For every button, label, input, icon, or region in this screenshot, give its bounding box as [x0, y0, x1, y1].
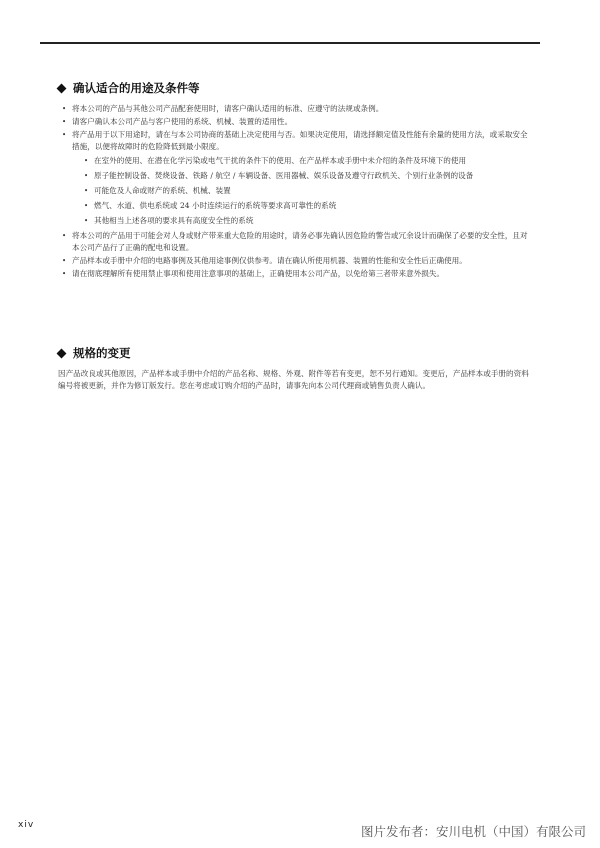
list-item: • 将本公司的产品用于可能会对人身或财产带来重大危险的用途时，请务必事先确认因危险的警告或冗余设计而确保了必要的安全性，且对本公司产品行了正确的配电和设置。 [62, 230, 532, 254]
section-suitability [62, 80, 532, 281]
list-item: • 请在彻底理解所有使用禁止事项和使用注意事项的基础上，正确使用本公司产品，以免给第三者带来意外损失。 [62, 268, 532, 280]
section-heading [58, 345, 532, 361]
list-item: • 产品样本或手册中介绍的电路事例及其他用途事例仅供参考。请在确认所使用机器、装置的性能和安全性后正确使用。 [62, 255, 532, 267]
section-heading-text: 规格的变更 [73, 346, 131, 360]
header-rule [40, 42, 540, 44]
sub-list-item: • 燃气、水道、供电系统或 24 小时连续运行的系统等要求高可靠性的系统 [84, 200, 532, 212]
list-item: • 请客户确认本公司产品与客户使用的系统、机械、装置的适用性。 [62, 116, 532, 128]
section-heading-text: 确认适合的用途及条件等 [73, 81, 200, 95]
section-spec-change [58, 345, 532, 392]
list-item [62, 129, 532, 227]
section-heading [58, 80, 532, 96]
diamond-bullet-icon [57, 83, 67, 93]
list-item-text: 将产品用于以下用途时，请在与本公司协商的基础上决定使用与否。如果决定使用，请选择额定值及性能有余量的使用方法，或采取安全措施，以便将故障时的危险降低到最小限度。 [72, 130, 528, 151]
sub-list-item: • 可能危及人命或财产的系统、机械、装置 [84, 185, 532, 197]
sub-list [72, 155, 532, 227]
bullet-list [62, 103, 532, 280]
sub-list-item: • 其他相当上述各项的要求具有高度安全性的系统 [84, 215, 532, 227]
sub-list-item: • 原子能控制设备、焚烧设备、铁路 / 航空 / 车辆设备、医用器械、娱乐设备及遵守行政机关、个别行业条例的设备 [84, 170, 532, 182]
page-number: xiv [18, 820, 35, 830]
list-item: • 将本公司的产品与其他公司产品配套使用时，请客户确认适用的标准、应遵守的法规或条例。 [62, 103, 532, 115]
sub-list-item: • 在室外的使用、在潜在化学污染或电气干扰的条件下的使用、在产品样本或手册中未介绍的条件及环境下的使用 [84, 155, 532, 167]
diamond-bullet-icon [57, 348, 67, 358]
publisher-credit: 图片发布者：安川电机（中国）有限公司 [360, 824, 586, 839]
section-paragraph: 因产品改良或其他原因，产品样本或手册中介绍的产品名称、规格、外观、附件等若有变更，恕不另行通知。变更后，产品样本或手册的资料编号将被更新，并作为修订版发行。您在考虑或订购介绍的产品时，请事先向本公司代理商或销售负责人确认。 [58, 369, 529, 390]
